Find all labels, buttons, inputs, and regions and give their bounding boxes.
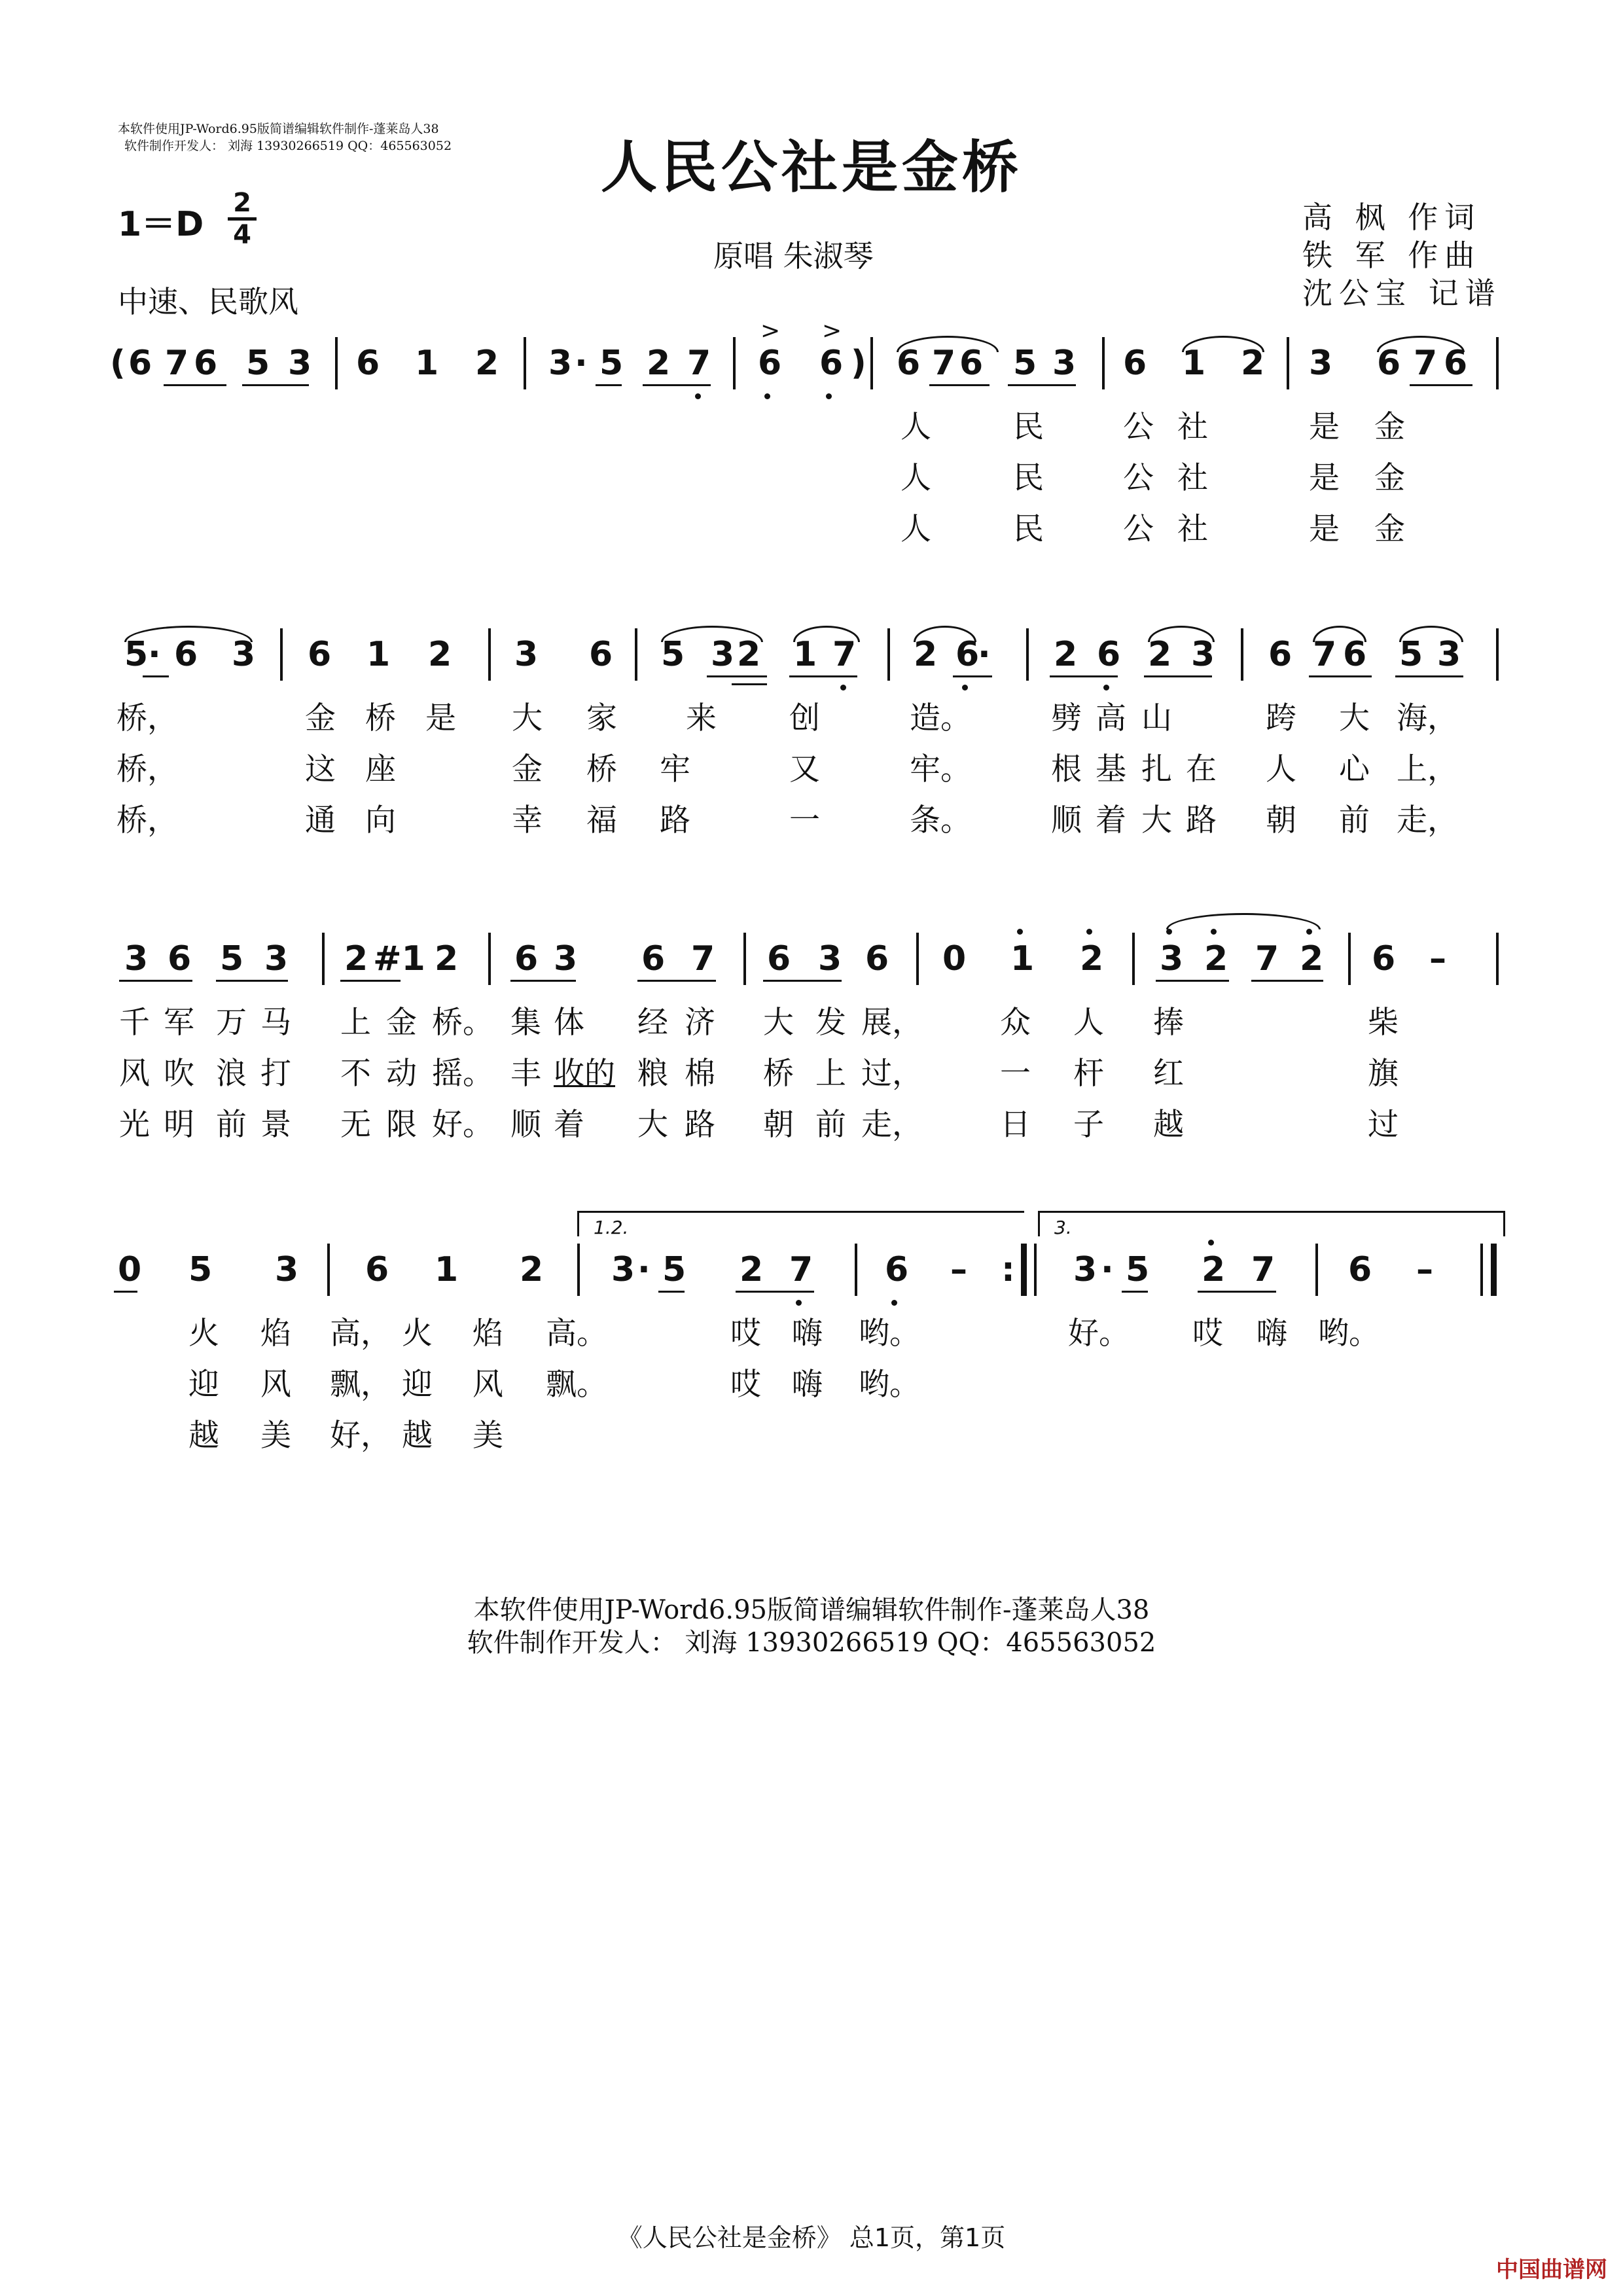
lyric: 过， xyxy=(861,1056,923,1092)
lyric: 日 xyxy=(1000,1107,1031,1143)
note: – xyxy=(950,1250,967,1289)
note: 3 xyxy=(1160,939,1184,978)
note: 5 xyxy=(124,635,149,674)
note: 7 xyxy=(832,635,857,674)
note: 6 xyxy=(1372,939,1396,978)
note: 3 xyxy=(1073,1250,1097,1289)
lyric: 是 xyxy=(1309,511,1340,547)
note: 3 xyxy=(288,344,312,383)
lyric: 造。 xyxy=(910,700,971,736)
lyric: 心 xyxy=(1339,751,1370,787)
tempo-marking: 中速、民歌风 xyxy=(118,284,298,319)
lyric: 金 xyxy=(1374,511,1405,547)
note: 2 xyxy=(737,635,761,674)
note: – xyxy=(1416,1250,1433,1289)
lyric: 顺 xyxy=(1051,802,1082,838)
lyric: 家 xyxy=(586,700,617,736)
lyric: 集 xyxy=(510,1005,541,1041)
lyric: 金 xyxy=(1374,460,1405,496)
lyric: 焰 xyxy=(260,1316,291,1352)
note: 6 xyxy=(1444,344,1468,383)
lyric: 着 xyxy=(554,1107,584,1143)
lyric: 桥 xyxy=(763,1056,794,1092)
note: 2 xyxy=(914,635,938,674)
note: 2 xyxy=(428,635,452,674)
note: 6 xyxy=(1123,344,1147,383)
note: 3 xyxy=(711,635,735,674)
note: 6 xyxy=(955,635,980,674)
lyric: 路 xyxy=(1186,802,1217,838)
lyric: 哟。 xyxy=(859,1367,920,1403)
lyric: 一 xyxy=(789,802,820,838)
lyric: 人 xyxy=(901,511,931,547)
note: 3 xyxy=(1191,635,1215,674)
note: 5 xyxy=(1013,344,1037,383)
note: 5 xyxy=(599,344,624,383)
lyric: 前 xyxy=(815,1107,846,1143)
time-signature-bottom: 4 xyxy=(233,220,251,250)
lyric: 桥， xyxy=(116,802,178,838)
note: ) xyxy=(851,344,866,383)
note: 6 xyxy=(174,635,198,674)
note: 5 xyxy=(246,344,270,383)
lyric: 马 xyxy=(260,1005,291,1041)
lyric: 粮 xyxy=(637,1056,668,1092)
note: 2 xyxy=(740,1250,764,1289)
lyric: 在 xyxy=(1186,751,1217,787)
note: 5 xyxy=(220,939,244,978)
lyric: 浪 xyxy=(216,1056,247,1092)
lyric: 体 xyxy=(554,1005,584,1041)
note: 5 xyxy=(188,1250,213,1289)
lyric: 大 xyxy=(763,1005,794,1041)
lyric: 动 xyxy=(386,1056,417,1092)
volta-bracket-third: 3. xyxy=(1038,1211,1505,1236)
lyric: 桥 xyxy=(365,700,396,736)
note: · xyxy=(148,635,161,674)
lyric: 越 xyxy=(1153,1107,1184,1143)
lyric: 好。 xyxy=(1068,1316,1130,1352)
note: 1 xyxy=(1182,344,1206,383)
lyric: 飘。 xyxy=(546,1367,607,1403)
note: 6 xyxy=(885,1250,909,1289)
note: 6 xyxy=(128,344,152,383)
note: 6 xyxy=(1268,635,1293,674)
note: 0 xyxy=(942,939,967,978)
note: 6 xyxy=(1343,635,1367,674)
lyric: 海， xyxy=(1397,700,1458,736)
lyric: 限 xyxy=(386,1107,417,1143)
lyric: 风 xyxy=(260,1367,291,1403)
note: 7 xyxy=(1255,939,1279,978)
lyric: 迎 xyxy=(188,1367,219,1403)
lyric: 火 xyxy=(402,1316,433,1352)
note: 6 xyxy=(641,939,666,978)
note: · xyxy=(637,1250,651,1289)
lyric: 不 xyxy=(340,1056,371,1092)
lyric: 金 xyxy=(386,1005,417,1041)
lyric: 丰 xyxy=(510,1056,541,1092)
lyric: 好。 xyxy=(432,1107,493,1143)
lyric: 军 xyxy=(164,1005,194,1041)
note: 7 xyxy=(1251,1250,1275,1289)
note: 3 xyxy=(554,939,578,978)
note: 3 xyxy=(1309,344,1333,383)
note: 2 xyxy=(647,344,671,383)
note: 6 xyxy=(1348,1250,1372,1289)
lyric: 吹 xyxy=(164,1056,194,1092)
lyric: 哟。 xyxy=(859,1316,920,1352)
note: 1 xyxy=(366,635,391,674)
note: 2 xyxy=(520,1250,544,1289)
note: 1 xyxy=(1010,939,1035,978)
lyric: 基 xyxy=(1096,751,1126,787)
lyric: 上， xyxy=(1397,751,1458,787)
lyric: 大 xyxy=(512,700,543,736)
note: 7 xyxy=(165,344,189,383)
note: 6 xyxy=(865,939,889,978)
lyric: 风 xyxy=(473,1367,503,1403)
note: 3 xyxy=(124,939,149,978)
lyric: 万 xyxy=(216,1005,247,1041)
note: 5 xyxy=(1126,1250,1150,1289)
lyric: 打 xyxy=(260,1056,291,1092)
lyric: 路 xyxy=(685,1107,715,1143)
note: ( xyxy=(110,344,126,383)
lyric: 美 xyxy=(473,1418,503,1454)
lyric: 又 xyxy=(789,751,820,787)
lyric: 展， xyxy=(861,1005,923,1041)
volta-bracket-first: 1.2. xyxy=(577,1211,1024,1236)
time-signature xyxy=(228,190,257,248)
lyric: 人 xyxy=(901,409,931,445)
note: 7 xyxy=(789,1250,813,1289)
lyric: 火 xyxy=(188,1316,219,1352)
lyric: 着 xyxy=(1096,802,1126,838)
lyric: 上 xyxy=(340,1005,371,1041)
lyric: 民 xyxy=(1013,409,1044,445)
note: · xyxy=(1101,1250,1114,1289)
lyric: 桥， xyxy=(116,751,178,787)
note: · xyxy=(575,344,588,383)
page-info: 《人民公社是金桥》 总1页，第1页 xyxy=(617,2223,1006,2252)
original-singer: 原唱 朱淑琴 xyxy=(713,238,874,274)
lyric: 路 xyxy=(660,802,690,838)
note: 2 xyxy=(1080,939,1104,978)
lyric: 条。 xyxy=(910,802,971,838)
note: 3 xyxy=(818,939,842,978)
lyric: 走， xyxy=(1397,802,1458,838)
lyric: 光 xyxy=(119,1107,150,1143)
composer-credit: 铁 军 作曲 xyxy=(1302,238,1482,273)
note: 3 xyxy=(548,344,573,383)
lyric: 金 xyxy=(512,751,543,787)
site-watermark: 中国曲谱网 xyxy=(1496,2257,1607,2283)
lyric: 风 xyxy=(119,1056,150,1092)
note: 5 xyxy=(661,635,685,674)
note: 7 xyxy=(687,344,711,383)
lyric: 福 xyxy=(586,802,617,838)
lyric: 越 xyxy=(188,1418,219,1454)
lyric: 是 xyxy=(1309,409,1340,445)
note: 2 xyxy=(475,344,499,383)
note: 6 xyxy=(308,635,332,674)
music-row-2 xyxy=(0,628,1623,838)
lyric: 一 xyxy=(1000,1056,1031,1092)
lyric: 大 xyxy=(637,1107,668,1143)
note: 1 xyxy=(435,1250,459,1289)
lyric: 劈 xyxy=(1051,700,1082,736)
lyric: 这 xyxy=(305,751,336,787)
lyric: 捧 xyxy=(1153,1005,1184,1041)
lyric: 公社 xyxy=(1123,511,1232,547)
lyric: 大 xyxy=(1339,700,1370,736)
music-row-3 xyxy=(0,933,1623,1142)
note: 6 xyxy=(356,344,380,383)
note: 6 xyxy=(767,939,791,978)
music-row-1: ( 6 7 6 5 3 6 1 2 3 · 5 2 7 6 6 ) 6 7 6 5 3 6 1 2 3 6 7 6 > > 人 民 公社 是 金 人 民 公社 是 金 人 民 公社 是 金 xyxy=(0,337,1623,547)
note: 5 xyxy=(662,1250,687,1289)
note: 7 xyxy=(1414,344,1438,383)
lyric: 无 xyxy=(340,1107,371,1143)
lyric: 越 xyxy=(402,1418,433,1454)
header-notice-line2: 软件制作开发人： 刘海 13930266519 QQ：465563052 xyxy=(124,139,452,153)
note: 0 xyxy=(118,1250,142,1289)
note: – xyxy=(1429,939,1446,978)
note: 2 xyxy=(435,939,459,978)
lyric: 前 xyxy=(1339,802,1370,838)
lyric: 上 xyxy=(815,1056,846,1092)
lyric: 高。 xyxy=(546,1316,607,1352)
lyric: 经 xyxy=(637,1005,668,1041)
lyric: 人 xyxy=(901,460,931,496)
note: 7 xyxy=(691,939,715,978)
transcriber-credit: 沈公宝 记谱 xyxy=(1302,276,1502,311)
note: 3 xyxy=(1052,344,1077,383)
lyric: 过 xyxy=(1368,1107,1399,1143)
note: 3 xyxy=(1437,635,1461,674)
note: 3 xyxy=(611,1250,635,1289)
lyric: 高 xyxy=(1096,700,1126,736)
lyric: 大 xyxy=(1141,802,1172,838)
header-notice-line1: 本软件使用JP-Word6.95版简谱编辑软件制作-蓬莱岛人38 xyxy=(118,122,439,136)
lyric: 棉 xyxy=(685,1056,715,1092)
lyric: 柴 xyxy=(1368,1005,1399,1041)
lyric: 幸 xyxy=(512,802,543,838)
lyric: 来 xyxy=(686,700,717,736)
note: 6 xyxy=(1377,344,1401,383)
lyric: 嗨 xyxy=(1257,1316,1287,1352)
note: 2 xyxy=(344,939,368,978)
lyric: 飘， xyxy=(330,1367,391,1403)
lyric: 根 xyxy=(1051,751,1082,787)
note: 3 xyxy=(275,1250,299,1289)
note: 6 xyxy=(194,344,218,383)
lyric: 哎 xyxy=(1192,1316,1223,1352)
lyric: 摇。 xyxy=(432,1056,493,1092)
note: 3 xyxy=(514,635,539,674)
note: 6 xyxy=(758,344,782,383)
lyric: 牢 xyxy=(660,751,690,787)
lyricist-credit: 高 枫 作词 xyxy=(1302,200,1482,235)
lyric: 明 xyxy=(164,1107,194,1143)
lyric: 金 xyxy=(305,700,336,736)
lyric: 景 xyxy=(260,1107,291,1143)
lyric: 向 xyxy=(365,802,396,838)
lyric: 众 xyxy=(1000,1005,1031,1041)
lyric: 人 xyxy=(1073,1005,1104,1041)
note: 3 xyxy=(264,939,289,978)
lyric: 山 xyxy=(1141,700,1172,736)
lyric: 是 xyxy=(1309,460,1340,496)
lyric: 桥 xyxy=(586,751,617,787)
note: 7 xyxy=(932,344,956,383)
lyric: 公社 xyxy=(1123,460,1232,496)
lyric: 桥， xyxy=(116,700,178,736)
note: 2 xyxy=(1204,939,1228,978)
note: 1 xyxy=(415,344,439,383)
note: · xyxy=(978,635,991,674)
lyric: 哟。 xyxy=(1318,1316,1380,1352)
time-signature-top: 2 xyxy=(233,188,251,218)
note: #1 xyxy=(373,939,425,978)
lyric: 朝 xyxy=(763,1107,794,1143)
lyric: 牢。 xyxy=(910,751,971,787)
lyric: 朝 xyxy=(1266,802,1296,838)
note: 6 xyxy=(1097,635,1121,674)
lyric: 民 xyxy=(1013,511,1044,547)
footer-notice-line1: 本软件使用JP-Word6.95版简谱编辑软件制作-蓬莱岛人38 xyxy=(473,1595,1150,1625)
note: 6 xyxy=(365,1250,389,1289)
lyric: 前 xyxy=(216,1107,247,1143)
lyric: 嗨 xyxy=(792,1367,823,1403)
lyric: 创 xyxy=(789,700,820,736)
lyric: 子 xyxy=(1073,1107,1104,1143)
lyric: 通 xyxy=(305,802,336,838)
note: 2 xyxy=(1300,939,1324,978)
note: 2 xyxy=(1054,635,1078,674)
lyric: 红 xyxy=(1153,1056,1184,1092)
lyric: 千 xyxy=(119,1005,150,1041)
lyric: 美 xyxy=(260,1418,291,1454)
lyric: 好， xyxy=(330,1418,391,1454)
note: 6 xyxy=(959,344,984,383)
note: 3 xyxy=(232,635,256,674)
lyric: 济 xyxy=(685,1005,715,1041)
note: 5 xyxy=(1399,635,1423,674)
note: 2 xyxy=(1148,635,1172,674)
note: : xyxy=(1001,1250,1015,1289)
note: 2 xyxy=(1202,1250,1226,1289)
note: 6 xyxy=(168,939,192,978)
lyric: 民 xyxy=(1013,460,1044,496)
lyric: 杆 xyxy=(1073,1056,1104,1092)
lyric: 迎 xyxy=(402,1367,433,1403)
key-signature: 1＝D xyxy=(118,205,204,244)
song-title: 人民公社是金桥 xyxy=(601,135,1022,200)
lyric: 桥。 xyxy=(432,1005,493,1041)
lyric: 公社 xyxy=(1123,409,1232,445)
note: 6 xyxy=(819,344,844,383)
lyric: 人 xyxy=(1266,751,1296,787)
lyric: 焰 xyxy=(473,1316,503,1352)
lyric: 扎 xyxy=(1141,751,1172,787)
music-row-4 xyxy=(0,1217,1623,1454)
lyric: 座 xyxy=(365,751,396,787)
lyric: 是 xyxy=(425,700,456,736)
note: 1 xyxy=(793,635,817,674)
lyric: 嗨 xyxy=(792,1316,823,1352)
lyric: 哎 xyxy=(730,1367,761,1403)
lyric: 高， xyxy=(330,1316,391,1352)
lyric: 收的 xyxy=(554,1056,615,1092)
note: 7 xyxy=(1313,635,1337,674)
note: 6 xyxy=(897,344,921,383)
note: 6 xyxy=(514,939,539,978)
note: 2 xyxy=(1241,344,1265,383)
footer-notice-line2: 软件制作开发人： 刘海 13930266519 QQ：465563052 xyxy=(467,1628,1156,1658)
lyric: 走， xyxy=(861,1107,923,1143)
note: 6 xyxy=(589,635,613,674)
lyric: 旗 xyxy=(1368,1056,1399,1092)
lyric: 跨 xyxy=(1266,700,1296,736)
lyric: 顺 xyxy=(510,1107,541,1143)
lyric: 哎 xyxy=(730,1316,761,1352)
lyric: 金 xyxy=(1374,409,1405,445)
lyric: 发 xyxy=(815,1005,846,1041)
